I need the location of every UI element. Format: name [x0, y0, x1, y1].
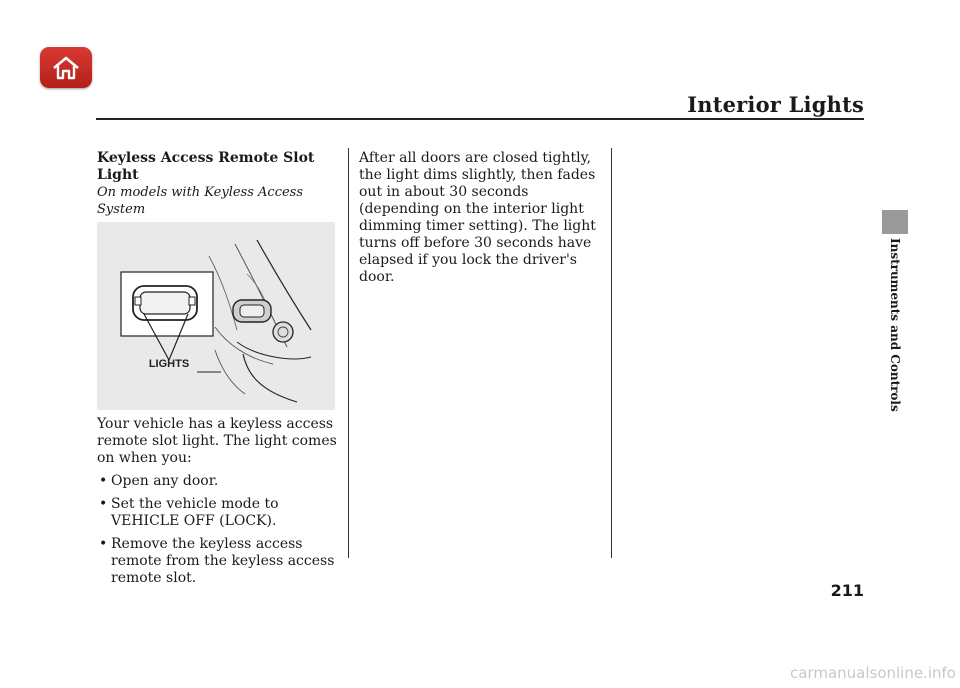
slot-light-figure [97, 222, 335, 410]
home-icon [51, 55, 81, 81]
middle-column [359, 150, 604, 286]
chapter-label [882, 238, 908, 412]
column-divider-right [611, 148, 612, 558]
section-subheading: On models with Keyless Access System [97, 185, 304, 217]
list-item: • Open any door. [97, 473, 337, 490]
lights-label: LIGHTS [148, 358, 190, 370]
list-item: • Set the vehicle mode to VEHICLE OFF (LOCK). [97, 496, 337, 530]
column-divider-left [348, 148, 349, 558]
section-heading: Keyless Access Remote Slot Light [97, 150, 315, 183]
left-column [97, 150, 337, 593]
chapter-label-text: Instruments and Controls [888, 238, 902, 412]
condition-list [97, 473, 337, 587]
section-title: Interior Lights [687, 92, 864, 117]
fade-paragraph: After all doors are closed tightly, the light dims slightly, then fades out in about 30 seconds (depending on the interior light dimming timer setting). The light turns off before 30 seconds have elapsed if you lock the driver's door. [359, 150, 596, 285]
title-rule [96, 118, 864, 120]
watermark: carmanualsonline.info [790, 664, 956, 682]
list-item: • Remove the keyless access remote from the keyless access remote slot. [97, 536, 337, 587]
intro-paragraph: Your vehicle has a keyless access remote slot light. The light comes on when you: [97, 416, 337, 466]
page-number: 211 [830, 581, 864, 600]
slot-light-illustration [97, 222, 335, 410]
chapter-tab [882, 210, 908, 234]
home-button[interactable] [40, 47, 92, 88]
